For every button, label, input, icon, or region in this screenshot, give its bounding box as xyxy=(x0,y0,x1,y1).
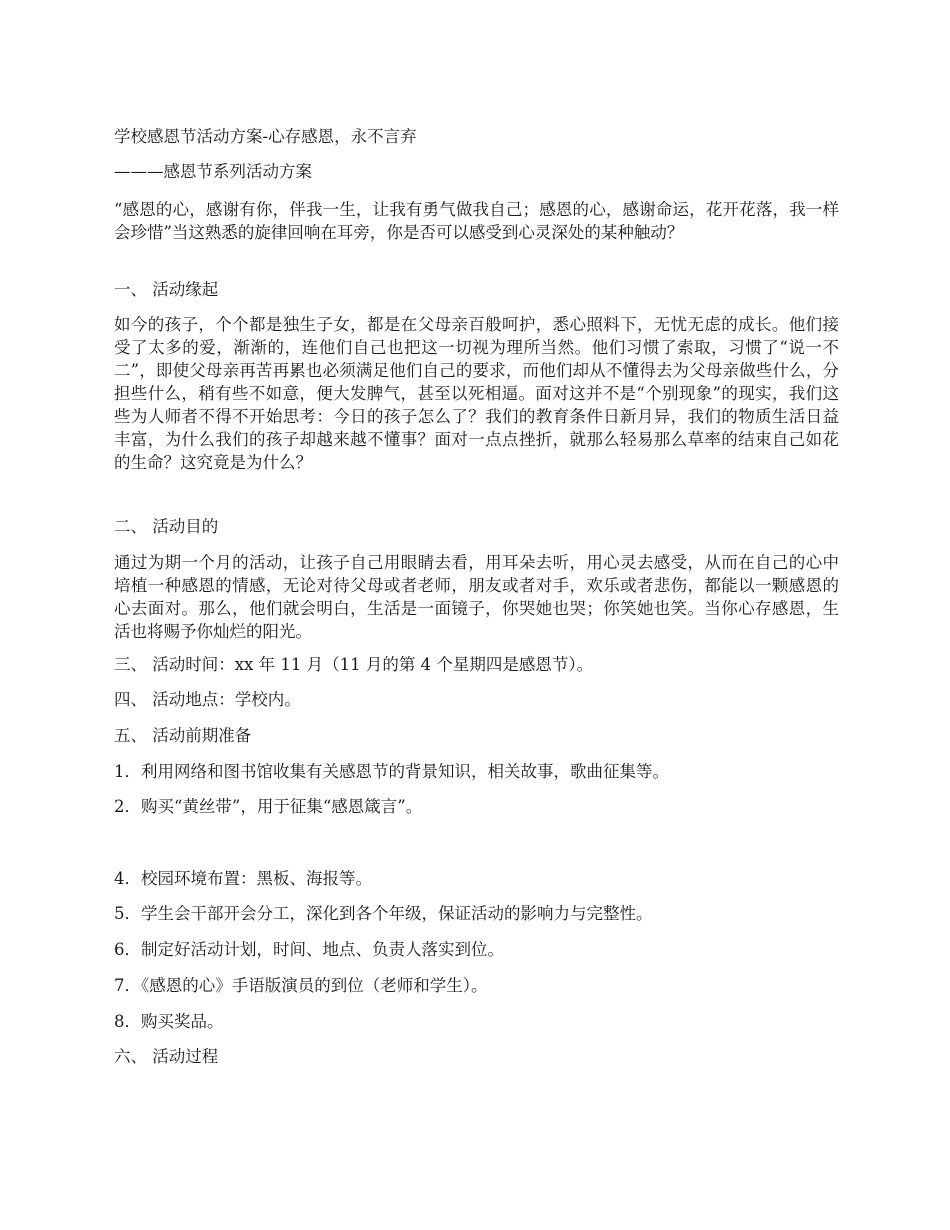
activity-time: 三、 活动时间：xx 年 11 月（11 月的第 4 个星期四是感恩节）。 xyxy=(114,655,594,674)
list-item: 7．《感恩的心》手语版演员的到位（老师和学生）。 xyxy=(114,976,488,995)
section-heading-process: 六、 活动过程 xyxy=(114,1047,219,1066)
document-title: 学校感恩节活动方案-心存感恩，永不言弃 xyxy=(114,127,417,146)
list-item: 5．学生会干部开会分工，深化到各个年级，保证活动的影响力与完整性。 xyxy=(114,904,653,923)
purpose-paragraph: 通过为期一个月的活动，让孩子自己用眼睛去看，用耳朵去听，用心灵去感受，从而在自己的心中培植一种感恩的情感，无论对待父母或者老师，朋友或者对手，欢乐或者悲伤，都能以一颗感恩的心去面对。那么，他们就会明白，生活是一面镜子，你哭她也哭；你笑她也笑。当你心存感恩，生活也将赐予你灿烂的阳光。 xyxy=(114,553,839,641)
document-subtitle: ———感恩节系列活动方案 xyxy=(114,162,312,181)
activity-location: 四、 活动地点：学校内。 xyxy=(114,690,301,709)
section-heading-purpose: 二、 活动目的 xyxy=(114,517,219,536)
list-item: 4．校园环境布置：黑板、海报等。 xyxy=(114,869,372,888)
origin-paragraph: 如今的孩子，个个都是独生子女，都是在父母亲百般呵护，悉心照料下，无忧无虑的成长。他们接受了太多的爱，渐渐的，连他们自己也把这一切视为理所当然。他们习惯了索取，习惯了“说一不二”，即使父母亲再苦再累也必须满足他们自己的要求，而他们却从不懂得去为父母亲做些什么，分担些什么，稍有些不如意，便大发脾气，甚至以死相逼。面对这并不是“个别现象”的现实，我们这些为人师者不得不开始思考：今日的孩子怎么了？我们的教育条件日新月异，我们的物质生活日益丰富，为什么我们的孩子却越来越不懂事？面对一点点挫折，就那么轻易那么草率的结束自己如花的生命？这究竟是为什么？ xyxy=(114,315,839,472)
list-item: 8．购买奖品。 xyxy=(114,1012,224,1031)
intro-paragraph: “感恩的心，感谢有你，伴我一生，让我有勇气做我自己；感恩的心，感谢命运，花开花落，我一样会珍惜”当这熟悉的旋律回响在耳旁，你是否可以感受到心灵深处的某种触动？ xyxy=(114,200,839,242)
section-heading-preparation: 五、 活动前期准备 xyxy=(114,726,252,745)
list-item: 1．利用网络和图书馆收集有关感恩节的背景知识，相关故事，歌曲征集等。 xyxy=(114,762,669,781)
list-item: 6．制定好活动计划，时间、地点、负责人落实到位。 xyxy=(114,940,504,959)
list-item: 2．购买“黄丝带”，用于征集“感恩箴言”。 xyxy=(114,797,423,816)
section-heading-origin: 一、 活动缘起 xyxy=(114,280,219,299)
